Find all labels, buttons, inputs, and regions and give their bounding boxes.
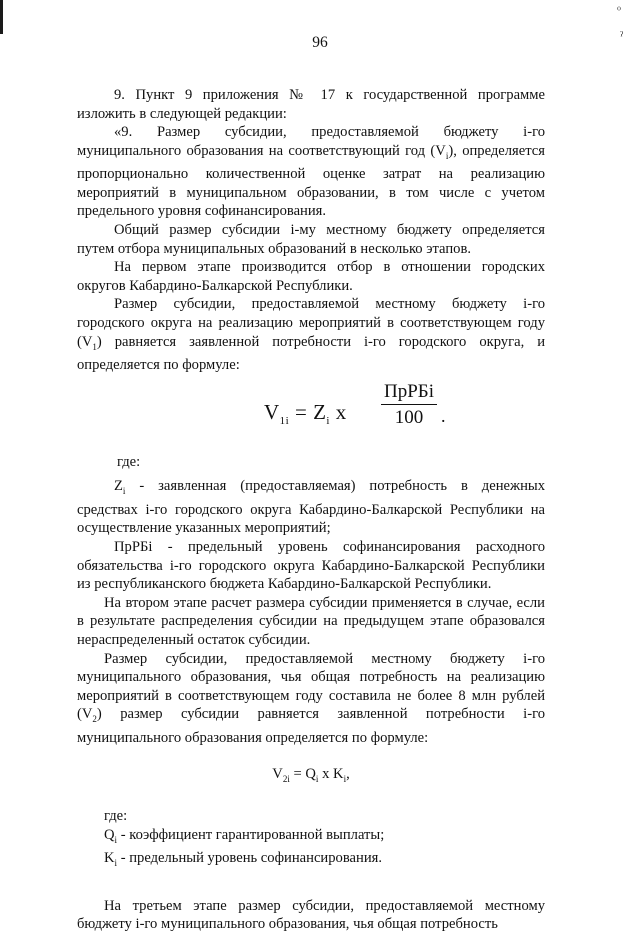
definition-q: $Q_i$ - коэффициент гарантированной выплаты;: [104, 826, 385, 845]
where-label: где:: [104, 807, 128, 824]
paragraph: 9. Пункт 9 приложения № 17 к государственной программе изложить в следующей редакции:: [77, 87, 545, 122]
definition-k: $K_i$ - предельный уровень софинансирования.: [104, 850, 382, 868]
paragraph: На третьем этапе размер субсидии, предоставляемой местному бюджету i-го муниципального образования, чья общая потребность: [77, 897, 545, 933]
paragraph: На втором этапе расчет размера субсидии применяется в случае, если в результате распределения субсидии на предыдущем этапе образовался нераспределенный остаток субсидии.: [77, 594, 545, 648]
definition-z: $Z_i$ - заявленная (предоставляемая) потребность в денежных средствах i-го городского округа Кабардино-Балкарской Республики на осуществление указанных мероприятий;: [77, 478, 545, 537]
scan-edge-mark: [0, 0, 3, 34]
formula-v1i: [77, 380, 545, 447]
formula-lhs: $V_{1i} = Z_i$ x: [264, 399, 347, 427]
document-body: [77, 86, 545, 934]
page-number: 96: [312, 34, 328, 51]
formula-fraction: [381, 380, 437, 429]
formula-denominator: 100: [394, 407, 424, 429]
where-label: где:: [117, 453, 141, 470]
paragraph: «9. Размер субсидии, предоставляемой бюджету i-го муниципального образования на соответствующий год $(V_i)$, определяется пропорционально количественной оценке затрат на реализацию мероприятий в муниципальном образовании, в том числе с учетом предельного уровня софинансирования.: [77, 124, 545, 220]
margin-mark: ˀ: [620, 28, 624, 43]
definition-prrb: ПрРБi - предельный уровень софинансирования расходного обязательства i-го городского округа Кабардино-Балкарской Республики из республиканского бюджета Кабардино-Балкарской Республики.: [77, 539, 545, 593]
paragraph: Размер субсидии, предоставляемой местному бюджету i-го городского округа на реализацию мероприятий в соответствующем году $(V_1)$ равняется заявленной потребности i-го городского округа, и определяется по формуле:: [77, 296, 545, 374]
formula-end: .: [441, 405, 446, 426]
paragraph: Общий размер субсидии i-му местному бюджету определяется путем отбора муниципальных образований в несколько этапов.: [77, 222, 545, 257]
paragraph: Размер субсидии, предоставляемой местному бюджету i-го муниципального образования, чья общая потребность на реализацию мероприятий в соответствующем году составила не более 8 млн рублей $(V_2)$ размер субсидии равняется заявленной потребности i-го муниципального образования определяется по формуле:: [77, 650, 545, 746]
formula-v2i: $V_{2i} = Q_i$ x $K_i$,: [272, 766, 350, 785]
paragraph: На первом этапе производится отбор в отношении городских округов Кабардино-Балкарской Республики.: [77, 259, 545, 294]
formula-numerator: ПрРБi: [381, 383, 437, 406]
